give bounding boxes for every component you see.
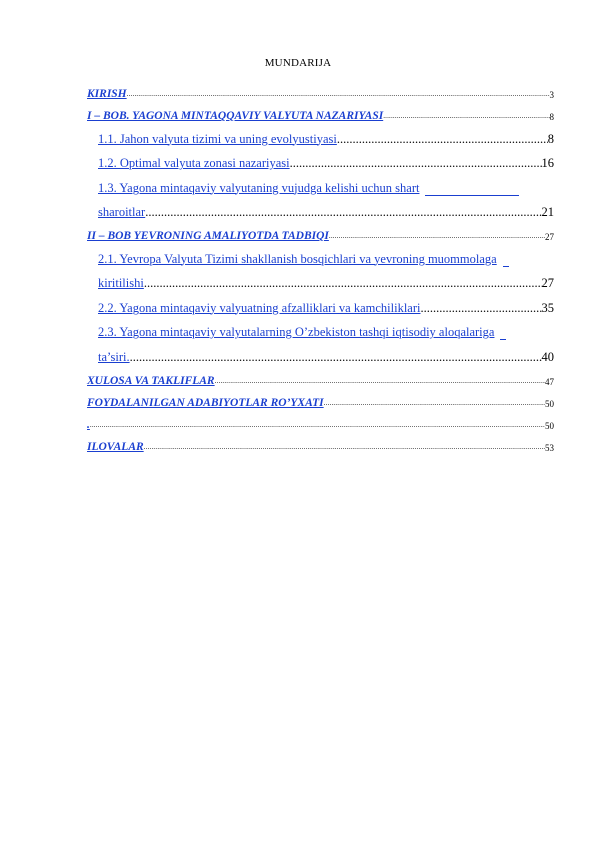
toc-link[interactable]: 2.2. Yagona mintaqaviy valyuatning afzalliklari va kamchiliklari	[98, 300, 421, 315]
page-title: MUNDARIJA	[264, 57, 332, 69]
dot-leader	[329, 232, 545, 240]
toc-page-number: 50	[545, 398, 554, 409]
toc-link[interactable]: 1.3. Yagona mintaqaviy valyutaning vujudga kelishi uchun shart	[98, 180, 420, 195]
toc-entry-xulosa[interactable]	[87, 365, 554, 387]
toc-page-number: 16	[541, 156, 554, 170]
toc-entry-1-3-line1[interactable]	[98, 171, 554, 196]
underline-tail	[425, 181, 519, 196]
toc-link[interactable]: kiritilishi	[98, 276, 144, 290]
toc-page-number: 27	[545, 232, 554, 242]
dot-leader	[324, 399, 545, 407]
toc-entry-1-1[interactable]	[98, 122, 554, 147]
toc-page-number: 50	[545, 420, 554, 431]
toc-page-number: 27	[541, 276, 554, 290]
dot-leader	[130, 350, 542, 365]
toc-entry-chapter-2[interactable]	[87, 220, 554, 242]
toc-link[interactable]: I – BOB. YAGONA MINTAQQAVIY VALYUTA NAZARIYASI	[87, 110, 384, 122]
toc-entry-1-2[interactable]	[98, 147, 554, 172]
toc-link[interactable]: 1.2. Optimal valyuta zonasi nazariyasi	[98, 156, 290, 170]
toc-entry-2-1-line2[interactable]	[98, 267, 554, 292]
toc-link[interactable]: FOYDALANILGAN ADABIYOTLAR RO’YXATI	[87, 396, 324, 409]
toc-page-number: 21	[541, 205, 554, 219]
toc-entry-2-1-line1[interactable]	[98, 242, 554, 267]
toc-page-number: 3	[549, 90, 554, 100]
dot-leader	[127, 90, 550, 98]
dot-leader	[290, 156, 542, 171]
toc-entry-blank[interactable]	[87, 409, 554, 431]
dot-leader	[421, 301, 542, 316]
toc-page-number: 8	[549, 112, 554, 122]
dot-leader	[144, 276, 542, 291]
toc-link[interactable]: ta’siri.	[98, 349, 130, 364]
underline-tail	[503, 252, 509, 267]
toc-link[interactable]: sharoitlar	[98, 205, 146, 219]
toc-entry-2-3-line1[interactable]	[98, 316, 554, 341]
table-of-contents	[87, 78, 554, 453]
toc-entry-chapter-1[interactable]	[87, 100, 554, 122]
toc-entry-adabiyotlar[interactable]	[87, 387, 554, 409]
dot-leader	[383, 112, 549, 120]
toc-link[interactable]: 2.1. Yevropa Valyuta Tizimi shakllanish bosqichlari va yevroning muommolaga	[98, 251, 497, 266]
toc-link[interactable]: XULOSA VA TAKLIFLAR	[87, 374, 215, 387]
toc-entry-2-2[interactable]	[98, 291, 554, 316]
dot-leader	[145, 205, 541, 220]
underline-tail	[500, 325, 506, 340]
toc-page-number: 35	[541, 300, 554, 315]
toc-link[interactable]: II – BOB YEVRONING AMALIYOTDA TADBIQI	[87, 230, 329, 242]
toc-link[interactable]: ILOVALAR	[87, 440, 144, 453]
dot-leader	[215, 377, 545, 385]
toc-link[interactable]: 2.3. Yagona mintaqaviy valyutalarning O’zbekiston tashqi iqtisodiy aloqalariga	[98, 325, 495, 339]
toc-link[interactable]: 1.1. Jahon valyuta tizimi va uning evolyustiyasi	[98, 131, 337, 146]
dot-leader	[90, 421, 545, 429]
dot-leader	[144, 443, 545, 451]
toc-entry-2-3-line2[interactable]	[98, 340, 554, 365]
toc-entry-1-3-line2[interactable]	[98, 196, 554, 221]
toc-page-number: 40	[541, 349, 554, 364]
toc-link[interactable]: KIRISH	[87, 88, 127, 100]
toc-page-number: 8	[547, 131, 554, 146]
toc-entry-kirish[interactable]	[87, 78, 554, 100]
toc-link[interactable]: .	[87, 418, 90, 431]
toc-page-number: 47	[545, 376, 554, 387]
dot-leader	[337, 132, 548, 147]
toc-entry-ilovalar[interactable]	[87, 431, 554, 453]
toc-page-number: 53	[545, 442, 554, 453]
